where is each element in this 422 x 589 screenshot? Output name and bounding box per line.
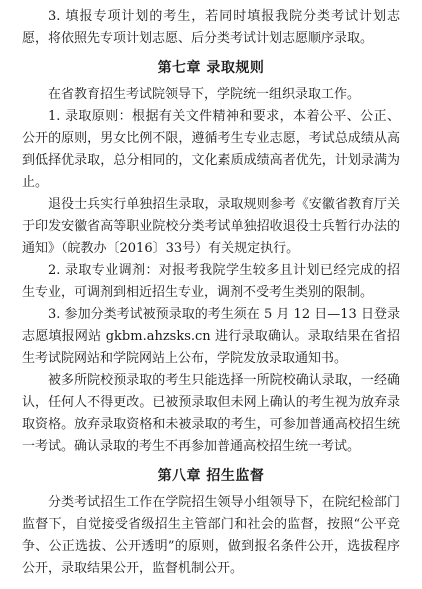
chapter-7-heading: 第七章 录取规则 (157, 60, 265, 76)
paragraph-intro-3: 3. 填报专项计划的考生，若同时填报我院分类考试计划志愿，将依照先专项计划志愿、后分类考试计划志愿顺序录取。 (22, 9, 400, 46)
chapter-7-paragraph-2: 1. 录取原则：根据有关文件精神和要求，本着公平、公正、公开的原则，男女比例不限，遵循考生专业志愿，考试总成绩从高到低择优录取，总分相同的，文化素质成绩高者优先，计划录满为止。 (22, 109, 400, 190)
chapter-7-paragraph-3: 退役士兵实行单独招生录取，录取规则参考《安徽省教育厅关于印发安徽省高等职业院校分类考试单独招收退役士兵暂行办法的通知》（皖教办〔2016〕33号）有关规定执行。 (22, 197, 400, 256)
chapter-8-heading: 第八章 招生监督 (157, 468, 265, 484)
chapter-7-paragraph-6: 被多所院校预录取的考生只能选择一所院校确认录取，一经确认，任何人不得更改。已被预录取但未网上确认的考生视为放弃录取资格。放弃录取资格和未被录取的考生，可参加普通高校招生统一考试。确认录取的考生不再参加普通高校招生统一考试。 (22, 373, 400, 454)
chapter-8-paragraph-1: 分类考试招生工作在学院招生领导小组领导下，在院纪检部门监督下，自觉接受省级招生主管部门和社会的监督，按照“公平竞争、公正选拔、公开透明”的原则，做到报名条件公开，选拔程序公开，录取结果公开，监督机制公开。 (22, 495, 400, 576)
chapter-7-paragraph-5: 3. 参加分类考试被预录取的考生须在 5 月 12 日—13 日登录志愿填报网站 gkbm.ahzsks.cn 进行录取确认。录取结果在省招生考试院网站和学院网站上公布，学院发放录取通知书。 (22, 307, 400, 366)
chapter-7-paragraph-4: 2. 录取专业调剂：对报考我院学生较多且计划已经完成的招生专业，可调剂到相近招生专业，调剂不受考生类别的限制。 (22, 263, 400, 300)
chapter-7-paragraph-1: 在省教育招生考试院领导下，学院统一组织录取工作。 (48, 87, 361, 102)
